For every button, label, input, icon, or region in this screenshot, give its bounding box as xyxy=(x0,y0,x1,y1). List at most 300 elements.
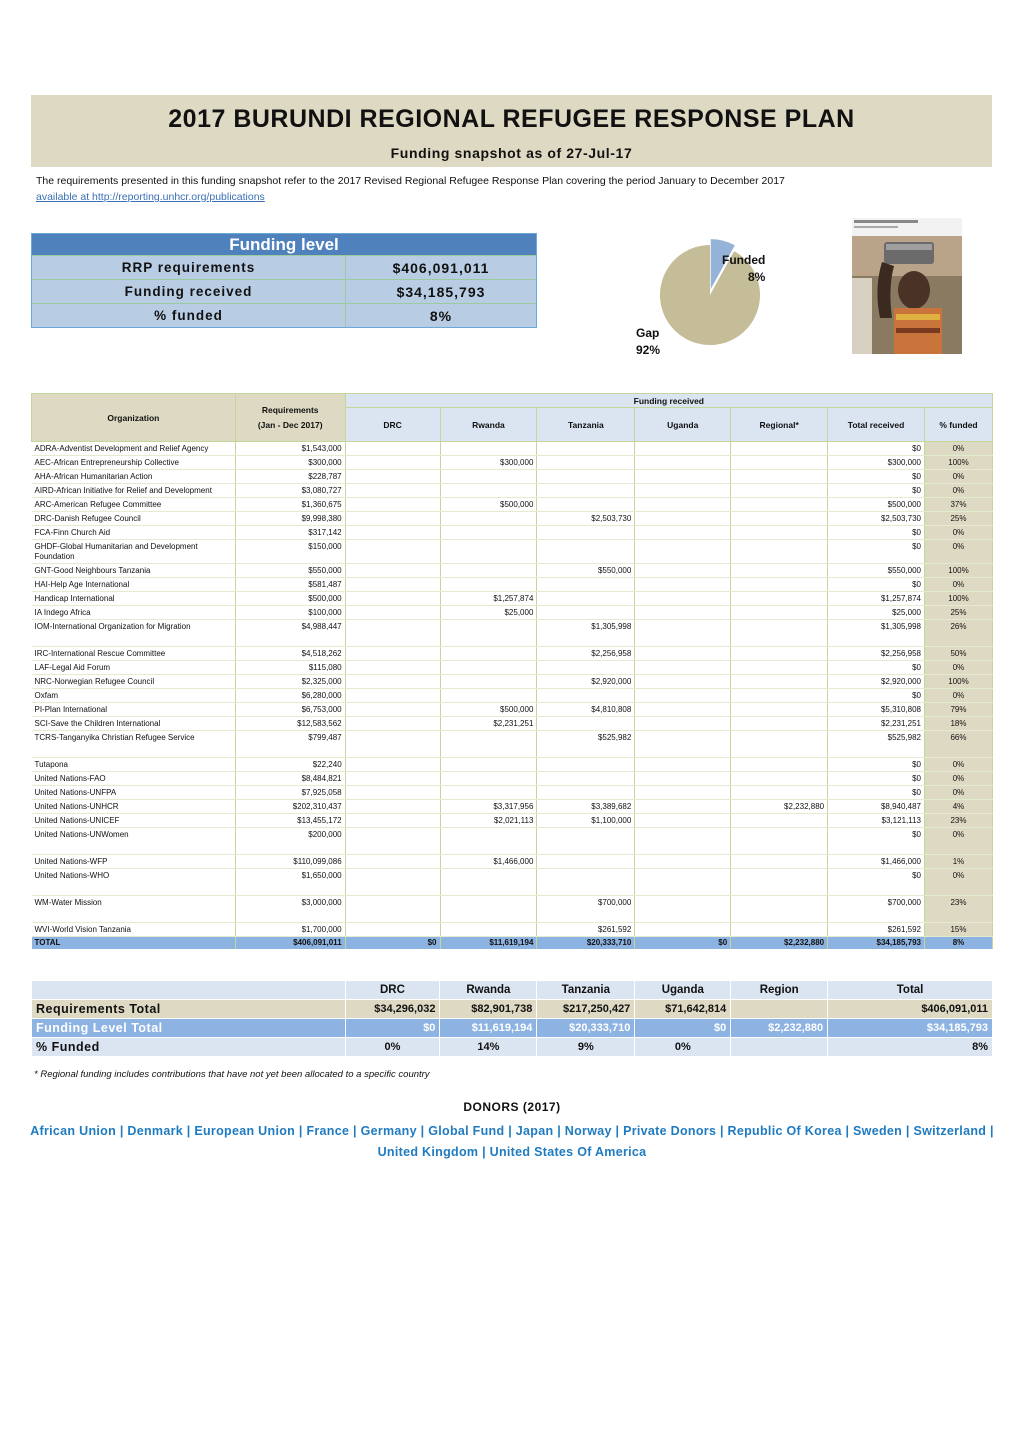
donor-name: United Kingdom xyxy=(377,1145,479,1159)
cell-rwanda: $2,231,251 xyxy=(440,717,537,731)
cell-organization: United Nations-WHO xyxy=(32,869,236,896)
cell-requirements: $6,753,000 xyxy=(235,703,345,717)
cell-uganda xyxy=(635,564,731,578)
cell-percent-funded: 4% xyxy=(925,800,993,814)
cell-percent-funded: 0% xyxy=(925,484,993,498)
cell-rwanda xyxy=(440,896,537,923)
cell-percent-funded: 100% xyxy=(925,675,993,689)
table-row xyxy=(32,896,993,923)
cell-percent-funded: 23% xyxy=(925,896,993,923)
cell-regional xyxy=(731,731,828,758)
cell-rwanda xyxy=(440,647,537,661)
cell-requirements: $150,000 xyxy=(235,540,345,564)
table-row xyxy=(32,661,993,675)
cell-rwanda xyxy=(440,828,537,855)
cell-organization: WM-Water Mission xyxy=(32,896,236,923)
cell-tanzania: $2,920,000 xyxy=(537,675,635,689)
summary-cell: $71,642,814 xyxy=(635,1000,731,1019)
header-banner xyxy=(31,95,992,167)
cell-tanzania xyxy=(537,855,635,869)
publications-link[interactable]: available at http://reporting.unhcr.org/publications xyxy=(36,191,265,203)
total-cell-requirements: $406,091,011 xyxy=(235,937,345,950)
cell-requirements: $4,518,262 xyxy=(235,647,345,661)
summary-col-rwanda: Rwanda xyxy=(440,981,537,1000)
cell-total-received: $0 xyxy=(828,828,925,855)
table-row xyxy=(32,606,993,620)
cell-requirements: $6,280,000 xyxy=(235,689,345,703)
cell-uganda xyxy=(635,606,731,620)
funding-level-label: Funding received xyxy=(32,280,346,303)
funding-level-value: $34,185,793 xyxy=(396,284,486,300)
cell-total-received: $300,000 xyxy=(828,456,925,470)
total-cell-rwanda: $11,619,194 xyxy=(440,937,537,950)
funding-level-value: 8% xyxy=(429,308,453,324)
summary-row-label: Requirements Total xyxy=(32,1000,346,1019)
cell-tanzania: $2,256,958 xyxy=(537,647,635,661)
summary-cell: $406,091,011 xyxy=(828,1000,993,1019)
cell-drc xyxy=(345,923,440,937)
col-header-rwanda: Rwanda xyxy=(440,408,537,442)
cell-percent-funded: 1% xyxy=(925,855,993,869)
cell-organization: DRC-Danish Refugee Council xyxy=(32,512,236,526)
cell-organization: Oxfam xyxy=(32,689,236,703)
cell-tanzania xyxy=(537,786,635,800)
cell-drc xyxy=(345,606,440,620)
cell-rwanda xyxy=(440,564,537,578)
cell-drc xyxy=(345,814,440,828)
donor-name: France xyxy=(306,1124,350,1138)
cell-total-received: $500,000 xyxy=(828,498,925,512)
cell-total-received: $2,231,251 xyxy=(828,717,925,731)
cell-rwanda xyxy=(440,620,537,647)
cell-organization: HAI-Help Age International xyxy=(32,578,236,592)
cell-total-received: $2,256,958 xyxy=(828,647,925,661)
cell-requirements: $300,000 xyxy=(235,456,345,470)
cell-requirements: $581,487 xyxy=(235,578,345,592)
table-row xyxy=(32,772,993,786)
col-header-drc: DRC xyxy=(345,408,440,442)
cell-tanzania xyxy=(537,526,635,540)
cell-percent-funded: 26% xyxy=(925,620,993,647)
cell-drc xyxy=(345,855,440,869)
cell-total-received: $0 xyxy=(828,578,925,592)
cell-percent-funded: 0% xyxy=(925,758,993,772)
cell-percent-funded: 0% xyxy=(925,828,993,855)
page-title: 2017 BURUNDI REGIONAL REFUGEE RESPONSE PLAN xyxy=(168,105,855,133)
cell-tanzania xyxy=(537,772,635,786)
summary-row-label: Funding Level Total xyxy=(32,1019,346,1038)
cell-uganda xyxy=(635,578,731,592)
cell-total-received: $0 xyxy=(828,470,925,484)
cell-uganda xyxy=(635,717,731,731)
cell-percent-funded: 0% xyxy=(925,526,993,540)
cell-total-received: $3,121,113 xyxy=(828,814,925,828)
col-header-percent-funded: % funded xyxy=(925,408,993,442)
cell-tanzania xyxy=(537,758,635,772)
cell-percent-funded: 0% xyxy=(925,578,993,592)
cell-tanzania xyxy=(537,661,635,675)
cell-drc xyxy=(345,620,440,647)
total-cell-uganda: $0 xyxy=(635,937,731,950)
cell-organization: ARC-American Refugee Committee xyxy=(32,498,236,512)
col-header-organization: Organization xyxy=(32,394,236,442)
cell-requirements: $3,000,000 xyxy=(235,896,345,923)
cell-uganda xyxy=(635,675,731,689)
cell-requirements: $202,310,437 xyxy=(235,800,345,814)
cell-regional xyxy=(731,498,828,512)
table-row xyxy=(32,564,993,578)
cell-tanzania: $261,592 xyxy=(537,923,635,937)
cell-rwanda xyxy=(440,470,537,484)
cell-percent-funded: 0% xyxy=(925,661,993,675)
donor-name: Germany xyxy=(360,1124,417,1138)
summary-cell: $2,232,880 xyxy=(731,1019,828,1038)
cell-uganda xyxy=(635,731,731,758)
cell-tanzania: $1,100,000 xyxy=(537,814,635,828)
cell-requirements: $317,142 xyxy=(235,526,345,540)
cell-requirements: $9,998,380 xyxy=(235,512,345,526)
cell-rwanda xyxy=(440,578,537,592)
cell-uganda xyxy=(635,758,731,772)
cell-total-received: $1,257,874 xyxy=(828,592,925,606)
cell-rwanda xyxy=(440,526,537,540)
col-header-requirements-line2: (Jan - Dec 2017) xyxy=(257,419,323,430)
cell-requirements: $200,000 xyxy=(235,828,345,855)
cell-requirements: $1,700,000 xyxy=(235,923,345,937)
table-row xyxy=(32,731,993,758)
cell-percent-funded: 0% xyxy=(925,689,993,703)
donor-name: African Union xyxy=(30,1124,117,1138)
donor-name: Denmark xyxy=(127,1124,184,1138)
cell-rwanda xyxy=(440,869,537,896)
cell-rwanda: $2,021,113 xyxy=(440,814,537,828)
cell-tanzania: $3,389,682 xyxy=(537,800,635,814)
table-row xyxy=(32,800,993,814)
cell-drc xyxy=(345,786,440,800)
cell-rwanda: $1,466,000 xyxy=(440,855,537,869)
cell-drc xyxy=(345,647,440,661)
cell-drc xyxy=(345,675,440,689)
cell-tanzania xyxy=(537,717,635,731)
funding-level-row-percent xyxy=(32,303,536,327)
cell-total-received: $5,310,808 xyxy=(828,703,925,717)
cell-percent-funded: 100% xyxy=(925,564,993,578)
cell-total-received: $0 xyxy=(828,772,925,786)
cell-total-received: $0 xyxy=(828,869,925,896)
cell-rwanda xyxy=(440,442,537,456)
cell-rwanda xyxy=(440,484,537,498)
cell-regional xyxy=(731,869,828,896)
summary-row-label: % Funded xyxy=(32,1038,346,1057)
table-row xyxy=(32,717,993,731)
table-row xyxy=(32,484,993,498)
cell-requirements: $3,080,727 xyxy=(235,484,345,498)
funding-pie-chart xyxy=(630,230,830,370)
cell-organization: WVI-World Vision Tanzania xyxy=(32,923,236,937)
cell-organization: LAF-Legal Aid Forum xyxy=(32,661,236,675)
cell-rwanda xyxy=(440,731,537,758)
cell-percent-funded: 25% xyxy=(925,512,993,526)
cell-requirements: $13,455,172 xyxy=(235,814,345,828)
cell-drc xyxy=(345,498,440,512)
cell-total-received: $0 xyxy=(828,526,925,540)
total-cell-organization: TOTAL xyxy=(32,937,236,950)
cell-total-received: $0 xyxy=(828,484,925,498)
cell-rwanda xyxy=(440,675,537,689)
cell-regional xyxy=(731,442,828,456)
cell-requirements: $8,484,821 xyxy=(235,772,345,786)
cell-uganda xyxy=(635,661,731,675)
funding-level-title: Funding level xyxy=(32,234,536,255)
cell-percent-funded: 0% xyxy=(925,470,993,484)
cell-drc xyxy=(345,731,440,758)
cell-organization: IA Indego Africa xyxy=(32,606,236,620)
summary-col-uganda: Uganda xyxy=(635,981,731,1000)
cell-drc xyxy=(345,661,440,675)
cell-tanzania: $2,503,730 xyxy=(537,512,635,526)
cell-requirements: $115,080 xyxy=(235,661,345,675)
cell-regional xyxy=(731,540,828,564)
cell-organization: Handicap International xyxy=(32,592,236,606)
cell-tanzania: $525,982 xyxy=(537,731,635,758)
cell-regional xyxy=(731,526,828,540)
cell-drc xyxy=(345,689,440,703)
cell-requirements: $7,925,058 xyxy=(235,786,345,800)
table-row xyxy=(32,592,993,606)
cell-uganda xyxy=(635,540,731,564)
table-row xyxy=(32,512,993,526)
table-row xyxy=(32,647,993,661)
table-row xyxy=(32,923,993,937)
cell-regional xyxy=(731,578,828,592)
donor-name: European Union xyxy=(194,1124,296,1138)
cell-tanzania xyxy=(537,592,635,606)
cell-tanzania xyxy=(537,484,635,498)
cell-percent-funded: 15% xyxy=(925,923,993,937)
cell-percent-funded: 66% xyxy=(925,731,993,758)
table-row xyxy=(32,869,993,896)
donors-list: African Union | Denmark | European Union | France | Germany | Global Fund | Japan | Norway | Private Donors | Republic Of Korea | Sweden | Switzerland | United Kingdom | United States Of America xyxy=(30,1124,994,1159)
summary-row-funding xyxy=(32,1019,993,1038)
table-row-total xyxy=(32,937,993,950)
summary-col-total: Total xyxy=(828,981,993,1000)
cell-organization: PI-Plan International xyxy=(32,703,236,717)
cell-requirements: $4,988,447 xyxy=(235,620,345,647)
total-cell-tanzania: $20,333,710 xyxy=(537,937,635,950)
cell-uganda xyxy=(635,512,731,526)
col-header-funding-received: Funding received xyxy=(345,394,992,408)
cell-total-received: $700,000 xyxy=(828,896,925,923)
pie-label-gap xyxy=(636,325,660,359)
summary-cell: $0 xyxy=(635,1019,731,1038)
summary-corner xyxy=(32,981,346,1000)
cell-regional xyxy=(731,620,828,647)
cell-rwanda: $300,000 xyxy=(440,456,537,470)
cell-drc xyxy=(345,703,440,717)
cell-tanzania: $1,305,998 xyxy=(537,620,635,647)
cell-regional xyxy=(731,512,828,526)
cell-regional xyxy=(731,717,828,731)
summary-cell: $217,250,427 xyxy=(537,1000,635,1019)
table-row xyxy=(32,498,993,512)
summary-cell: 14% xyxy=(440,1038,537,1057)
cell-regional xyxy=(731,606,828,620)
cell-total-received: $0 xyxy=(828,758,925,772)
cell-regional xyxy=(731,814,828,828)
summary-cell: $34,296,032 xyxy=(345,1000,440,1019)
cell-regional xyxy=(731,923,828,937)
cell-total-received: $0 xyxy=(828,661,925,675)
cell-tanzania xyxy=(537,578,635,592)
cell-percent-funded: 50% xyxy=(925,647,993,661)
cell-uganda xyxy=(635,923,731,937)
table-row xyxy=(32,855,993,869)
cell-drc xyxy=(345,592,440,606)
cell-regional xyxy=(731,703,828,717)
cell-drc xyxy=(345,869,440,896)
cell-regional xyxy=(731,564,828,578)
cell-organization: AHA-African Humanitarian Action xyxy=(32,470,236,484)
cell-tanzania: $550,000 xyxy=(537,564,635,578)
col-header-requirements-line1: Requirements xyxy=(261,404,319,415)
summary-row-percent xyxy=(32,1038,993,1057)
cell-tanzania xyxy=(537,442,635,456)
cell-uganda xyxy=(635,442,731,456)
donor-name: Japan xyxy=(515,1124,554,1138)
funding-table xyxy=(31,393,993,949)
cell-uganda xyxy=(635,592,731,606)
cell-percent-funded: 23% xyxy=(925,814,993,828)
cell-rwanda xyxy=(440,923,537,937)
table-row xyxy=(32,442,993,456)
cell-organization: IRC-International Rescue Committee xyxy=(32,647,236,661)
cell-rwanda: $25,000 xyxy=(440,606,537,620)
cell-requirements: $2,325,000 xyxy=(235,675,345,689)
regional-footnote: * Regional funding includes contributions that have not yet been allocated to a specific country xyxy=(34,1069,430,1080)
table-row xyxy=(32,703,993,717)
cell-organization: United Nations-UNWomen xyxy=(32,828,236,855)
table-row xyxy=(32,786,993,800)
cell-organization: FCA-Finn Church Aid xyxy=(32,526,236,540)
funding-level-value: $406,091,011 xyxy=(392,260,490,276)
cell-uganda xyxy=(635,498,731,512)
cell-rwanda xyxy=(440,772,537,786)
cell-total-received: $525,982 xyxy=(828,731,925,758)
summary-col-drc: DRC xyxy=(345,981,440,1000)
cell-organization: AIRD-African Initiative for Relief and Development xyxy=(32,484,236,498)
table-row xyxy=(32,526,993,540)
donor-name: Sweden xyxy=(853,1124,903,1138)
cell-rwanda xyxy=(440,512,537,526)
cell-uganda xyxy=(635,800,731,814)
donors-title: DONORS (2017) xyxy=(463,1100,561,1114)
summary-cell: $11,619,194 xyxy=(440,1019,537,1038)
summary-cell: 8% xyxy=(828,1038,993,1057)
funding-level-box xyxy=(31,233,537,328)
summary-cell: $34,185,793 xyxy=(828,1019,993,1038)
total-cell-percent-funded: 8% xyxy=(925,937,993,950)
cell-regional xyxy=(731,456,828,470)
cell-uganda xyxy=(635,647,731,661)
col-header-tanzania: Tanzania xyxy=(537,408,635,442)
cell-organization: United Nations-UNFPA xyxy=(32,786,236,800)
cell-total-received: $2,920,000 xyxy=(828,675,925,689)
cell-rwanda: $3,317,956 xyxy=(440,800,537,814)
pie-gap-value: 92% xyxy=(636,343,661,357)
cell-tanzania xyxy=(537,689,635,703)
cell-drc xyxy=(345,717,440,731)
cell-organization: GNT-Good Neighbours Tanzania xyxy=(32,564,236,578)
summary-row-requirements xyxy=(32,1000,993,1019)
col-header-total-received: Total received xyxy=(828,408,925,442)
summary-cell: $82,901,738 xyxy=(440,1000,537,1019)
summary-col-tanzania: Tanzania xyxy=(537,981,635,1000)
page-subtitle: Funding snapshot as of 27-Jul-17 xyxy=(390,145,633,161)
cell-uganda xyxy=(635,855,731,869)
cell-percent-funded: 37% xyxy=(925,498,993,512)
cell-requirements: $500,000 xyxy=(235,592,345,606)
cell-drc xyxy=(345,800,440,814)
cell-total-received: $0 xyxy=(828,442,925,456)
cell-tanzania xyxy=(537,456,635,470)
cell-total-received: $25,000 xyxy=(828,606,925,620)
cell-uganda xyxy=(635,689,731,703)
donor-name: Private Donors xyxy=(623,1124,717,1138)
table-row xyxy=(32,689,993,703)
cell-rwanda xyxy=(440,786,537,800)
cell-regional xyxy=(731,772,828,786)
cell-regional xyxy=(731,828,828,855)
cell-organization: ADRA-Adventist Development and Relief Agency xyxy=(32,442,236,456)
cell-percent-funded: 100% xyxy=(925,456,993,470)
cell-tanzania xyxy=(537,828,635,855)
col-header-regional: Regional* xyxy=(731,408,828,442)
col-header-requirements xyxy=(235,394,345,442)
cell-uganda xyxy=(635,786,731,800)
cell-percent-funded: 0% xyxy=(925,442,993,456)
pie-funded-value: 8% xyxy=(747,270,766,284)
cell-percent-funded: 18% xyxy=(925,717,993,731)
table-row xyxy=(32,470,993,484)
cell-rwanda xyxy=(440,661,537,675)
cell-drc xyxy=(345,456,440,470)
cell-regional xyxy=(731,661,828,675)
intro-description: The requirements presented in this funding snapshot refer to the 2017 Revised Regional Refugee Response Plan covering the period January to December 2017 xyxy=(36,175,785,187)
cell-drc xyxy=(345,564,440,578)
cell-percent-funded: 79% xyxy=(925,703,993,717)
cell-total-received: $0 xyxy=(828,540,925,564)
pie-gap-label: Gap xyxy=(636,326,660,340)
cell-requirements: $550,000 xyxy=(235,564,345,578)
cell-rwanda xyxy=(440,540,537,564)
cell-total-received: $1,305,998 xyxy=(828,620,925,647)
cell-percent-funded: 0% xyxy=(925,869,993,896)
donor-name: Norway xyxy=(564,1124,612,1138)
cell-uganda xyxy=(635,828,731,855)
cell-organization: United Nations-UNICEF xyxy=(32,814,236,828)
donor-name: Global Fund xyxy=(428,1124,505,1138)
cell-regional xyxy=(731,786,828,800)
cell-uganda xyxy=(635,772,731,786)
cell-drc xyxy=(345,540,440,564)
cell-drc xyxy=(345,442,440,456)
summary-cell xyxy=(731,1000,828,1019)
cell-tanzania: $4,810,808 xyxy=(537,703,635,717)
cell-total-received: $1,466,000 xyxy=(828,855,925,869)
cell-requirements: $1,360,675 xyxy=(235,498,345,512)
pie-label-funded xyxy=(722,252,765,286)
cell-total-received: $8,940,487 xyxy=(828,800,925,814)
